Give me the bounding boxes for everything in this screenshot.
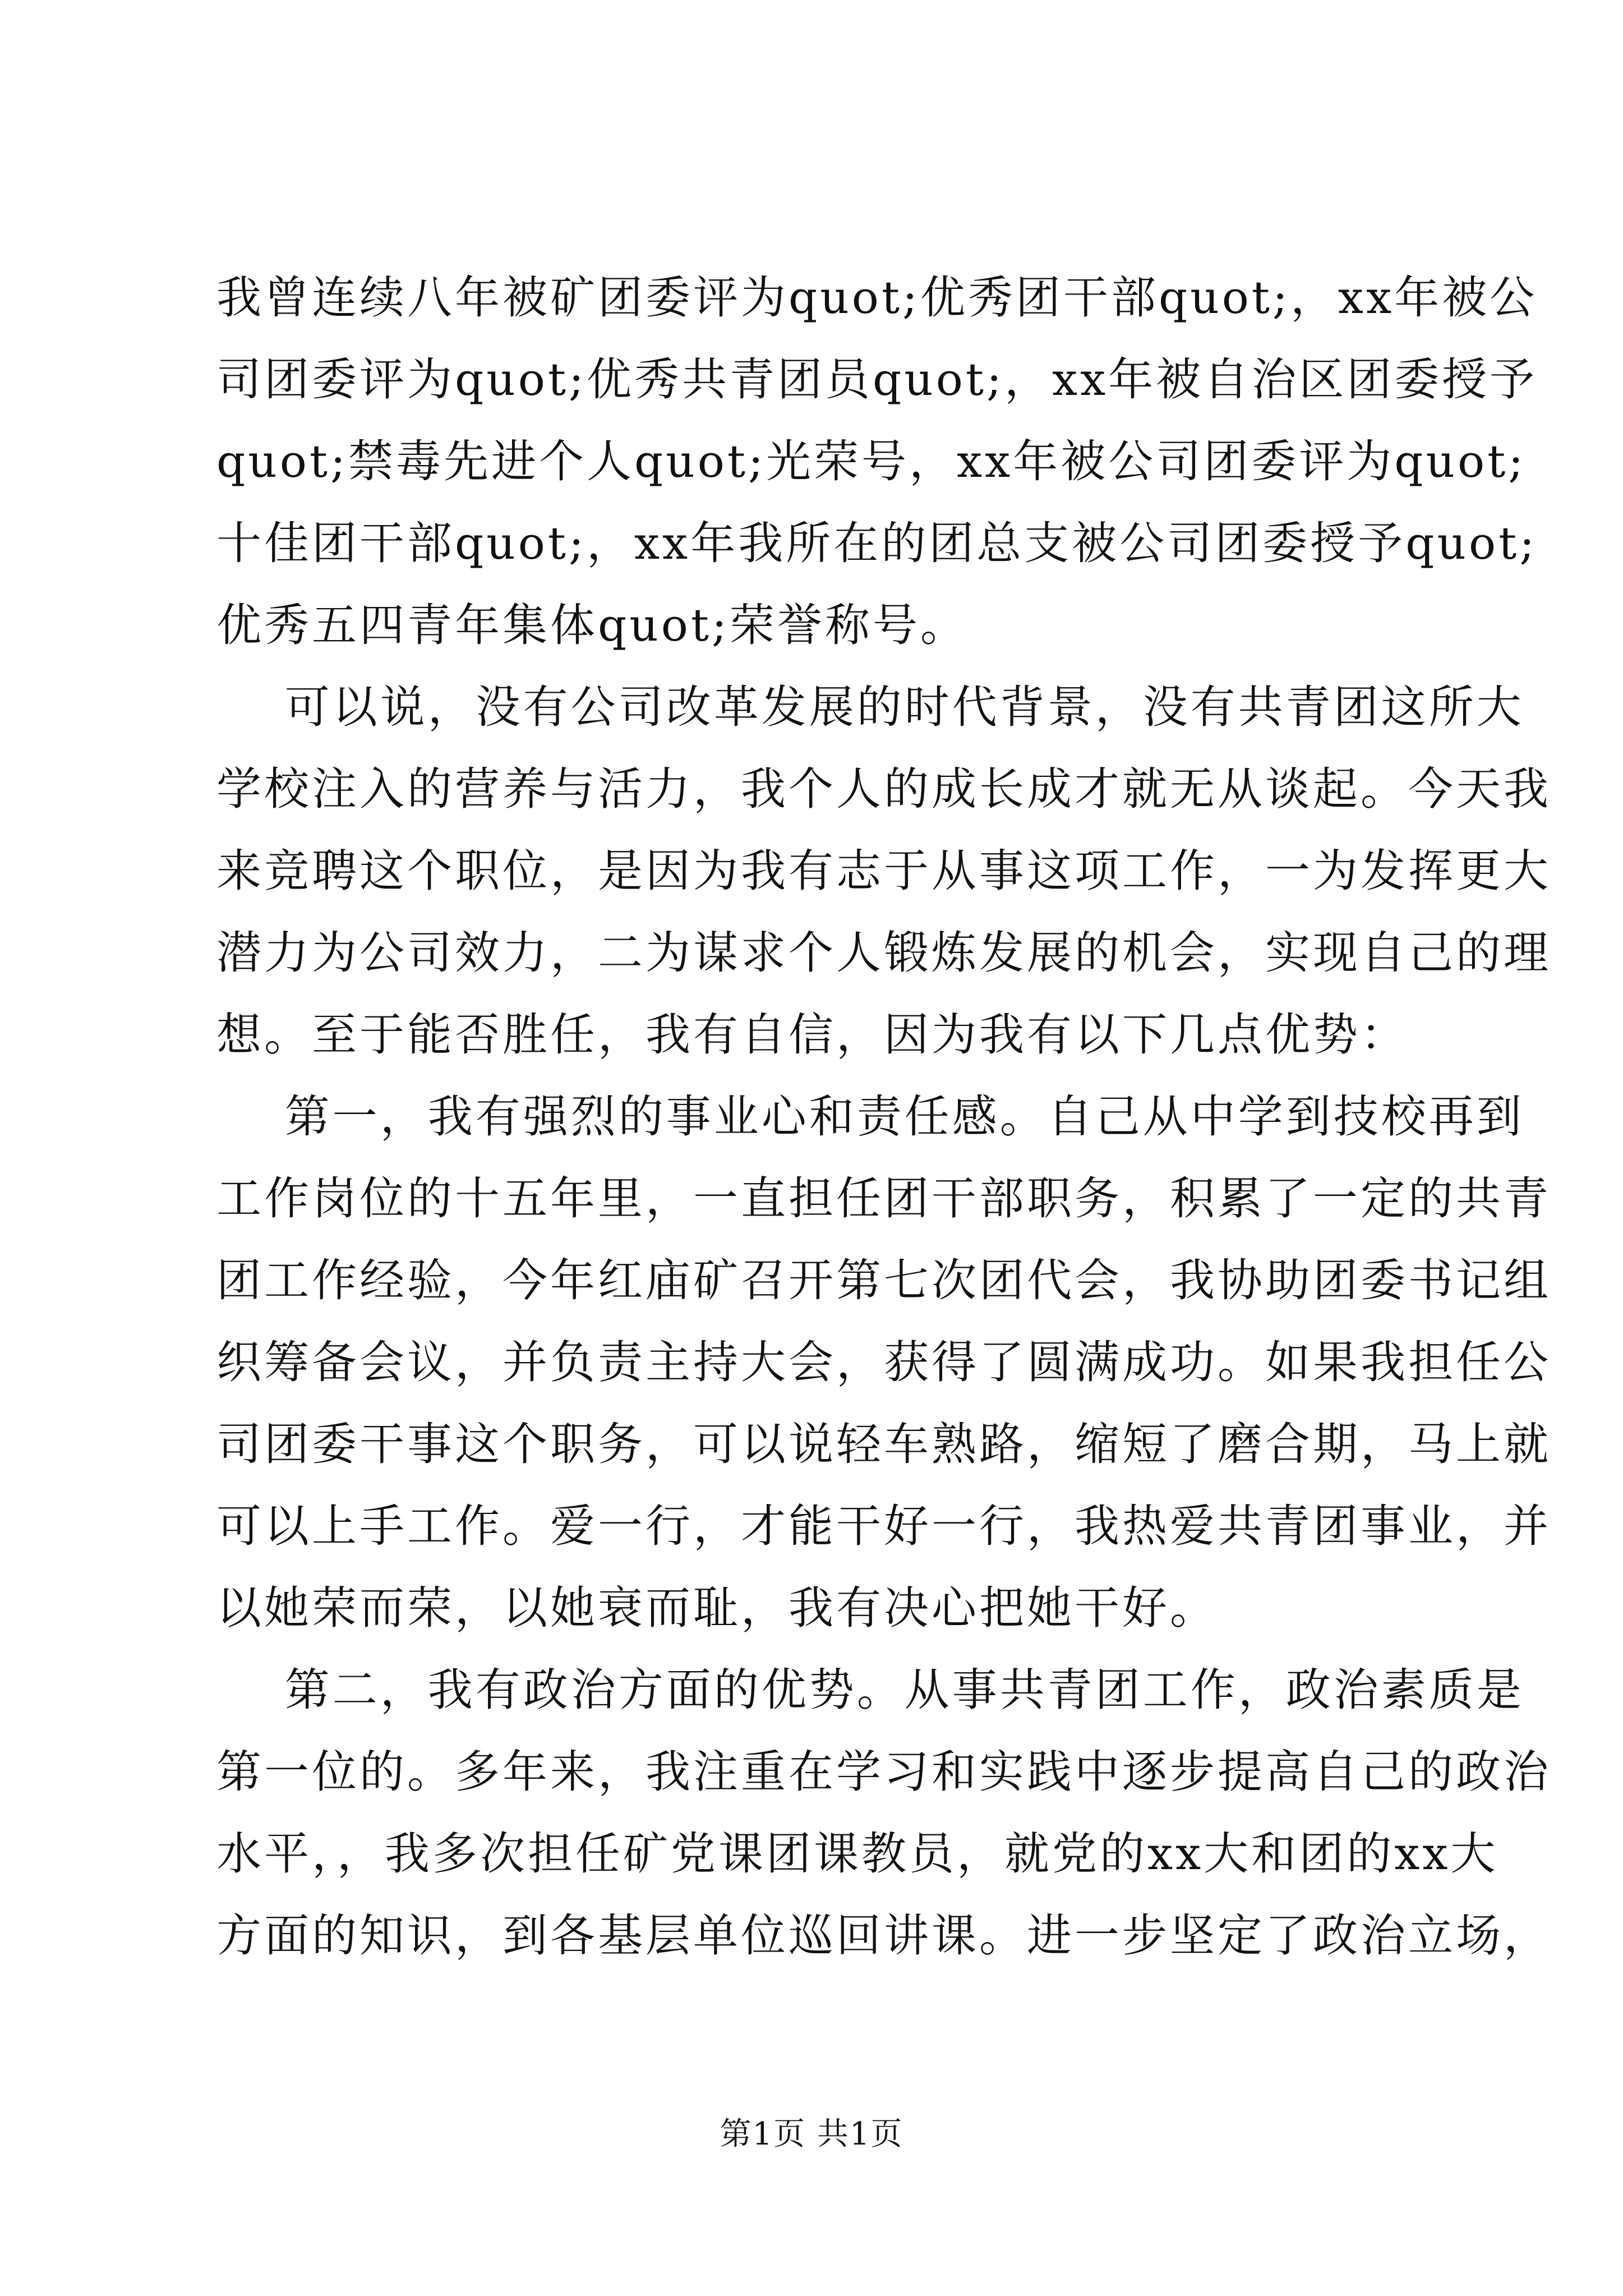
text-line: 来竞聘这个职位，是因为我有志于从事这项工作，一为发挥更大	[216, 845, 1551, 897]
text-line: 司团委评为quot;优秀共青团员quot;，xx年被自治区团委授予	[216, 353, 1538, 406]
text-line: 第二，我有政治方面的优势。从事共青团工作，政治素质是	[216, 1664, 1524, 1716]
text-line: 第一，我有强烈的事业心和责任感。自己从中学到技校再到	[216, 1091, 1524, 1143]
document-body	[216, 257, 1551, 1977]
text-line: 学校注入的营养与活力，我个人的成长成才就无从谈起。今天我	[216, 763, 1551, 815]
text-line: 可以上手工作。爱一行，才能干好一行，我热爱共青团事业，并	[216, 1500, 1551, 1552]
text-line: 优秀五四青年集体quot;荣誉称号。	[216, 599, 968, 651]
text-line: 方面的知识，到各基层单位巡回讲课。进一步坚定了政治立场，	[216, 1910, 1551, 1962]
text-line: 第一位的。多年来，我注重在学习和实践中逐步提高自己的政治	[216, 1746, 1551, 1798]
page-footer	[0, 2115, 1623, 2154]
text-line: 水平，，我多次担任矿党课团课教员，就党的xx大和团的xx大	[216, 1828, 1498, 1880]
text-line: 潜力为公司效力，二为谋求个人锻炼发展的机会，实现自己的理	[216, 927, 1551, 979]
text-line: 以她荣而荣，以她衰而耻，我有决心把她干好。	[216, 1582, 1218, 1634]
text-line: 我曾连续八年被矿团委评为quot;优秀团干部quot;，xx年被公	[216, 272, 1538, 324]
text-line: 织筹备会议，并负责主持大会，获得了圆满成功。如果我担任公	[216, 1336, 1551, 1388]
page-number-label: 第1页 共1页	[720, 2116, 903, 2152]
text-line: 工作岗位的十五年里，一直担任团干部职务，积累了一定的共青	[216, 1172, 1551, 1225]
text-line: 想。至于能否胜任，我有自信，因为我有以下几点优势：	[216, 1009, 1408, 1061]
text-line: 司团委干事这个职务，可以说轻车熟路，缩短了磨合期，马上就	[216, 1418, 1551, 1470]
text-line: quot;禁毒先进个人quot;光荣号，xx年被公司团委评为quot;	[216, 435, 1527, 487]
text-line: 团工作经验，今年红庙矿召开第七次团代会，我协助团委书记组	[216, 1254, 1551, 1306]
text-line: 可以说，没有公司改革发展的时代背景，没有共青团这所大	[216, 681, 1524, 733]
text-line: 十佳团干部quot;，xx年我所在的团总支被公司团委授予quot;	[216, 517, 1538, 569]
